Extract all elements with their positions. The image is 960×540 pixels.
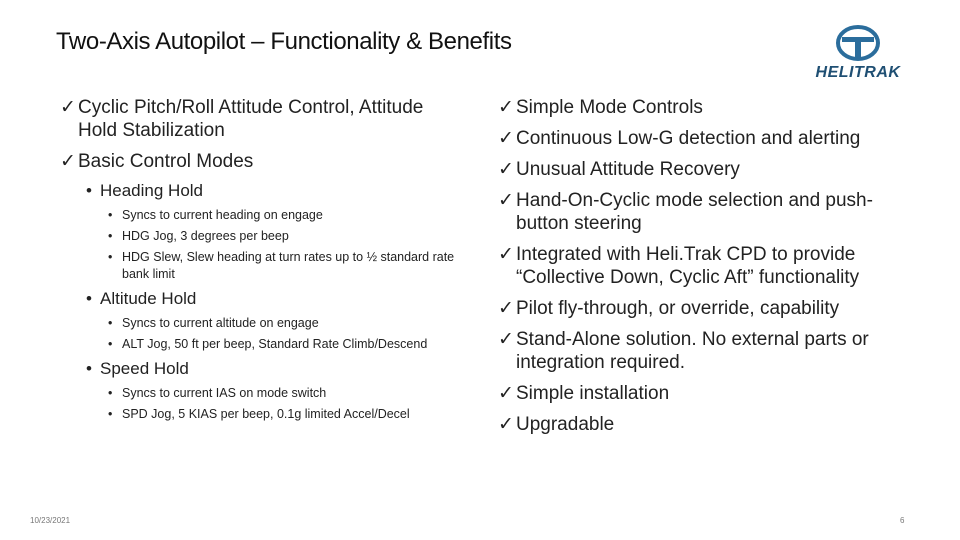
mode-detail: • Syncs to current heading on engage <box>108 208 323 222</box>
bullet-icon: • <box>108 208 113 222</box>
mode-detail: • Syncs to current IAS on mode switch <box>108 386 327 400</box>
checkmark-icon: ✓ <box>498 96 514 118</box>
check-item: ✓ Hand-On-Cyclic mode selection and push-button steering <box>498 189 873 234</box>
checkmark-icon: ✓ <box>60 96 76 118</box>
checkmark-icon: ✓ <box>498 158 514 180</box>
footer-page-number: 6 <box>900 516 905 525</box>
check-item: ✓ Unusual Attitude Recovery <box>498 158 740 180</box>
checkmark-icon: ✓ <box>498 413 514 435</box>
helitrak-logo <box>804 22 912 84</box>
checkmark-icon: ✓ <box>498 189 514 211</box>
mode-label: Heading Hold <box>100 181 204 200</box>
check-item: ✓ Stand-Alone solution. No external parts or integration required. <box>498 328 869 373</box>
check-item-text: Basic Control Modes <box>78 151 254 172</box>
check-item: ✓ Upgradable <box>498 413 615 435</box>
check-item <box>60 96 460 142</box>
bullet-icon: • <box>108 337 113 351</box>
svg-text:HELITRAK: HELITRAK <box>815 64 901 81</box>
helitrak-logo-icon <box>804 22 912 84</box>
checkmark-icon: ✓ <box>498 297 514 319</box>
slide-title: Two-Axis Autopilot – Functionality & Benefits <box>56 28 512 55</box>
bullet-icon: • <box>108 386 113 400</box>
mode-item <box>86 359 460 379</box>
check-item-text: Cyclic Pitch/Roll Attitude Control, Attitude Hold Stabilization <box>78 97 424 141</box>
check-item: ✓ Pilot fly-through, or override, capability <box>498 297 840 319</box>
right-column <box>498 96 918 444</box>
bullet-icon: • <box>108 407 113 421</box>
check-item: ✓ Continuous Low-G detection and alerting <box>498 127 861 149</box>
check-item: ✓ Integrated with Heli.Trak CPD to provide “Collective Down, Cyclic Aft” functionality <box>498 243 860 288</box>
checkmark-icon: ✓ <box>498 328 514 350</box>
mode-label: Speed Hold <box>100 359 189 378</box>
bullet-icon: • <box>108 250 113 264</box>
mode-item <box>86 181 460 201</box>
check-item: ✓ Simple installation <box>498 382 670 404</box>
mode-item <box>86 289 460 309</box>
bullet-icon: • <box>86 181 92 200</box>
checkmark-icon: ✓ <box>498 127 514 149</box>
checkmark-icon: ✓ <box>498 382 514 404</box>
bullet-icon: • <box>108 316 113 330</box>
check-item: ✓ Simple Mode Controls <box>498 96 703 118</box>
bullet-icon: • <box>86 359 92 378</box>
mode-detail: • HDG Jog, 3 degrees per beep <box>108 229 289 243</box>
left-column <box>60 96 460 427</box>
checkmark-icon: ✓ <box>60 150 76 172</box>
mode-detail: • SPD Jog, 5 KIAS per beep, 0.1g limited Accel/Decel <box>108 407 410 421</box>
bullet-icon: • <box>86 289 92 308</box>
footer-date: 10/23/2021 <box>30 516 71 525</box>
mode-detail: • ALT Jog, 50 ft per beep, Standard Rate Climb/Descend <box>108 337 428 351</box>
mode-detail: • HDG Slew, Slew heading at turn rates up to ½ standard rate bank limit <box>108 250 455 281</box>
check-item <box>60 150 460 173</box>
bullet-icon: • <box>108 229 113 243</box>
mode-detail: • Syncs to current altitude on engage <box>108 316 319 330</box>
checkmark-icon: ✓ <box>498 243 514 265</box>
mode-label: Altitude Hold <box>100 289 197 308</box>
